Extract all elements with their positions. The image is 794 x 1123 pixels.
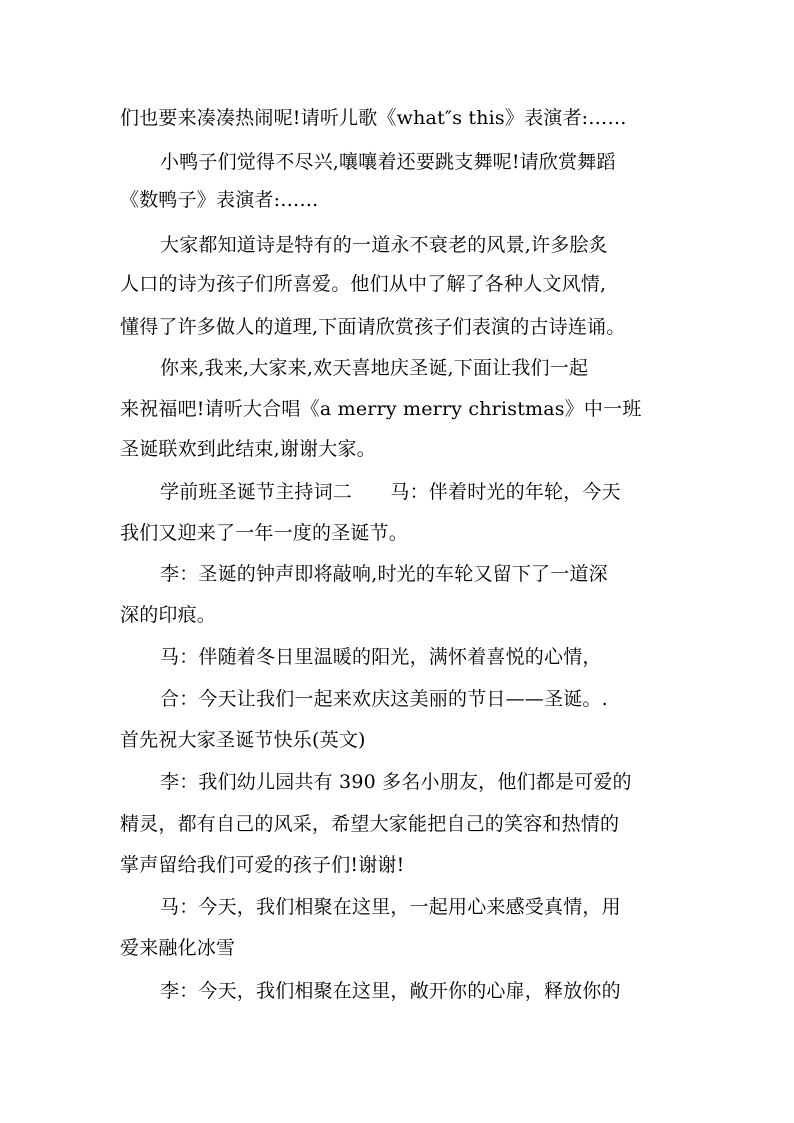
text-line-9: 圣诞联欢到此结束,谢谢大家。 — [120, 438, 376, 460]
text-line-1: 们也要来凑凑热闹呢!请听儿歌《what″s this》表演者:…… — [120, 107, 627, 129]
text-line-13: 深的印痕。 — [120, 604, 217, 626]
text-line-7: 你来,我来,大家来,欢天喜地庆圣诞,下面让我们一起 — [160, 357, 589, 379]
text-line-2: 小鸭子们觉得不尽兴,嚷嚷着还要跳支舞呢!请欣赏舞蹈 — [160, 151, 616, 173]
text-line-6: 懂得了许多做人的道理,下面请欣赏孩子们表演的古诗连诵。 — [120, 316, 626, 338]
text-line-15: 合：今天让我们一起来欢庆这美丽的节日——圣诞。. — [160, 688, 608, 710]
text-line-12: 李：圣诞的钟声即将敲响,时光的车轮又留下了一道深 — [160, 563, 608, 585]
text-line-17: 李：我们幼儿园共有 390 多名小朋友，他们都是可爱的 — [160, 771, 632, 793]
text-line-16: 首先祝大家圣诞节快乐(英文) — [120, 729, 366, 751]
text-line-4: 大家都知道诗是特有的一道永不衰老的风景,许多脍炙 — [160, 234, 608, 256]
text-line-14: 马：伴随着冬日里温暖的阳光，满怀着喜悦的心情， — [160, 646, 602, 668]
text-line-11: 我们又迎来了一年一度的圣诞节。 — [120, 522, 409, 544]
text-line-19: 掌声留给我们可爱的孩子们!谢谢! — [120, 854, 405, 876]
text-line-3: 《数鸭子》表演者:…… — [120, 189, 319, 211]
text-line-21: 爱来融化冰雪 — [120, 937, 236, 959]
text-line-8: 来祝福吧!请听大合唱《a merry merry christmas》中一班 — [120, 398, 642, 420]
text-line-20: 马：今天，我们相聚在这里，一起用心来感受真情，用 — [160, 896, 621, 918]
text-line-18: 精灵，都有自己的风采，希望大家能把自己的笑容和热情的 — [120, 813, 620, 835]
text-line-22: 李：今天，我们相聚在这里，敞开你的心扉，释放你的 — [160, 980, 621, 1002]
text-line-10: 学前班圣诞节主持词二 马：伴着时光的年轮，今天 — [160, 481, 621, 503]
text-line-5: 人口的诗为孩子们所喜爱。他们从中了解了各种人文风情, — [120, 273, 607, 295]
